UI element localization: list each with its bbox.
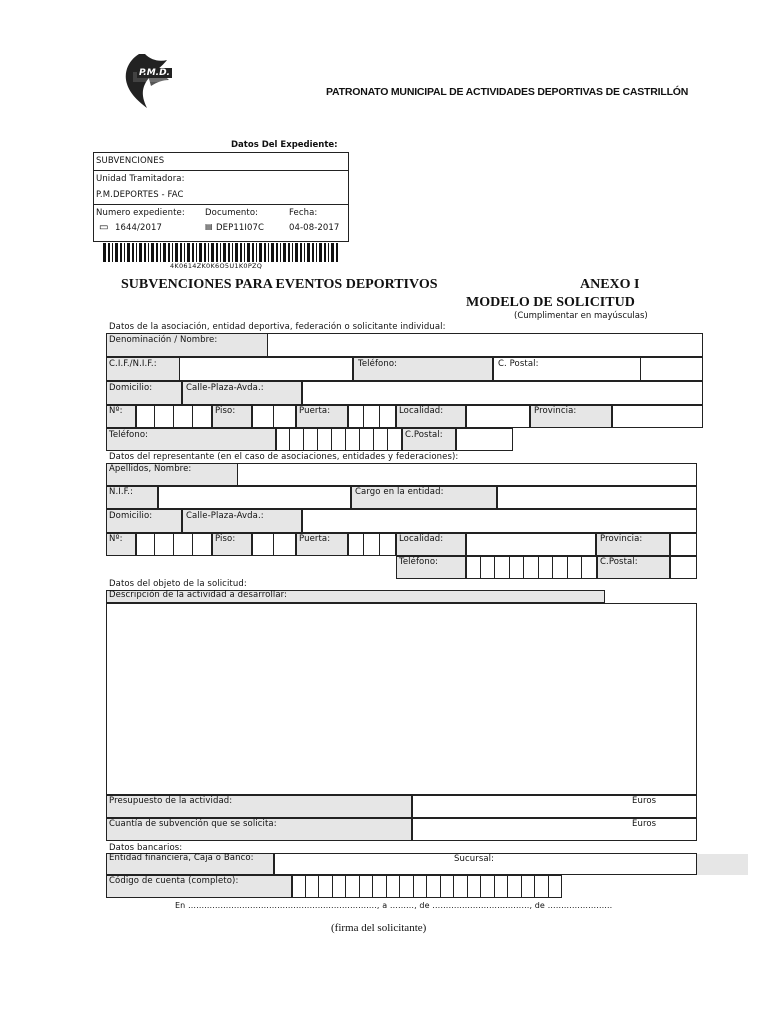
cif-label: C.I.F./N.I.F.:	[109, 359, 157, 369]
cpostal-label: C. Postal:	[498, 359, 539, 369]
cargo-label: Cargo en la entidad:	[355, 487, 444, 497]
nif-field[interactable]	[158, 486, 351, 509]
telefono-label: Teléfono:	[358, 359, 398, 369]
numero-label: Nº:	[109, 406, 123, 416]
main-title: SUBVENCIONES PARA EVENTOS DEPORTIVOS	[121, 277, 438, 292]
numero2-label: Nº:	[109, 534, 123, 544]
section2-heading: Datos del representante (en el caso de asociaciones, entidades y federaciones):	[109, 452, 459, 462]
documento-value: DEP11I07C	[216, 223, 265, 233]
numero-value: 1644/2017	[115, 223, 163, 233]
document-icon: ▤	[205, 222, 213, 231]
localidad-field[interactable]	[466, 405, 530, 428]
entidad-label: Entidad financiera, Caja o Banco:	[109, 853, 254, 863]
section3-heading: Datos del objeto de la solicitud:	[109, 579, 247, 589]
denominacion-label: Denominación / Nombre:	[109, 335, 218, 345]
cpostal3-label: C.Postal:	[600, 557, 638, 567]
domicilio2-label: Domicilio:	[109, 511, 153, 521]
puerta-label: Puerta:	[299, 406, 331, 416]
localidad-label: Localidad:	[399, 406, 444, 416]
anexo-title: ANEXO I	[580, 277, 640, 292]
section4-heading: Datos bancarios:	[109, 843, 183, 853]
cpostal2-field[interactable]	[456, 428, 513, 451]
unidad-row	[93, 171, 349, 188]
documento-label: Documento:	[205, 208, 259, 218]
calle-field[interactable]	[302, 381, 703, 405]
cpostal3-field[interactable]	[670, 556, 697, 579]
mayusculas-note: (Cumplimentar en mayúsculas)	[514, 311, 648, 321]
org-title: PATRONATO MUNICIPAL DE ACTIVIDADES DEPORTIVAS DE CASTRILLÓN	[326, 86, 689, 98]
localidad2-field[interactable]	[466, 533, 596, 556]
expediente-type: SUBVENCIONES	[96, 156, 165, 166]
folder-icon: ▭	[99, 222, 109, 233]
codigo-label: Código de cuenta (completo):	[109, 876, 239, 886]
provincia-label: Provincia:	[534, 406, 577, 416]
numero2-boxes[interactable]	[136, 533, 212, 556]
cpostal2-label: C.Postal:	[405, 430, 443, 440]
telefono3-label: Teléfono:	[399, 557, 439, 567]
logo-text: P.M.D.	[139, 68, 170, 78]
telefono2-boxes[interactable]	[276, 428, 402, 451]
calle-label: Calle-Plaza-Avda.:	[186, 383, 264, 393]
unidad-value-row	[93, 188, 349, 205]
place-date-line[interactable]: En ……………………………………………………………., a ………, de ………………………………, de ……………………	[175, 901, 613, 910]
cif-field[interactable]	[179, 357, 353, 381]
expediente-title: Datos Del Expediente:	[231, 140, 338, 150]
puerta2-label: Puerta:	[299, 534, 331, 544]
expediente-type-row	[93, 152, 349, 171]
numero-boxes[interactable]	[136, 405, 212, 428]
localidad2-label: Localidad:	[399, 534, 444, 544]
section1-heading: Datos de la asociación, entidad deportiva, federación o solicitante individual:	[109, 322, 446, 332]
provincia2-field[interactable]	[670, 533, 697, 556]
sucursal-extension	[697, 854, 748, 875]
piso-label: Piso:	[215, 406, 236, 416]
modelo-title: MODELO DE SOLICITUD	[466, 295, 635, 310]
piso2-boxes[interactable]	[252, 533, 296, 556]
telefono3-boxes[interactable]	[466, 556, 597, 579]
provincia-field[interactable]	[612, 405, 703, 428]
sucursal-label: Sucursal:	[454, 854, 495, 864]
presupuesto-label: Presupuesto de la actividad:	[109, 796, 233, 806]
piso2-label: Piso:	[215, 534, 236, 544]
provincia2-label: Provincia:	[600, 534, 643, 544]
puerta2-boxes[interactable]	[348, 533, 396, 556]
domicilio-label: Domicilio:	[109, 383, 153, 393]
cuantia-label: Cuantía de subvención que se solicita:	[109, 819, 277, 829]
euros2-label: Euros	[632, 819, 657, 829]
unidad-value: P.M.DEPORTES - FAC	[96, 190, 184, 200]
calle2-label: Calle-Plaza-Avda.:	[186, 511, 264, 521]
nif-label: N.I.F.:	[109, 487, 134, 497]
telefono2-label: Teléfono:	[109, 430, 149, 440]
euros1-label: Euros	[632, 796, 657, 806]
apellidos-label: Apellidos, Nombre:	[109, 464, 192, 474]
fecha-value: 04-08-2017	[289, 223, 340, 233]
codigo-boxes[interactable]	[292, 875, 562, 898]
unidad-label: Unidad Tramitadora:	[96, 174, 185, 184]
descripcion-field[interactable]	[106, 603, 697, 795]
pmd-logo	[117, 50, 175, 112]
cargo-field[interactable]	[497, 486, 697, 509]
descripcion-label: Descripción de la actividad a desarrollar:	[109, 590, 288, 600]
piso-boxes[interactable]	[252, 405, 296, 428]
fecha-label: Fecha:	[289, 208, 318, 218]
puerta-boxes[interactable]	[348, 405, 396, 428]
numero-label: Numero expediente:	[96, 208, 185, 218]
barcode-text: 4K0614ZK0K6O5U1K0PZQ	[170, 262, 263, 270]
firma-label: (firma del solicitante)	[331, 922, 427, 934]
calle2-field[interactable]	[302, 509, 697, 533]
